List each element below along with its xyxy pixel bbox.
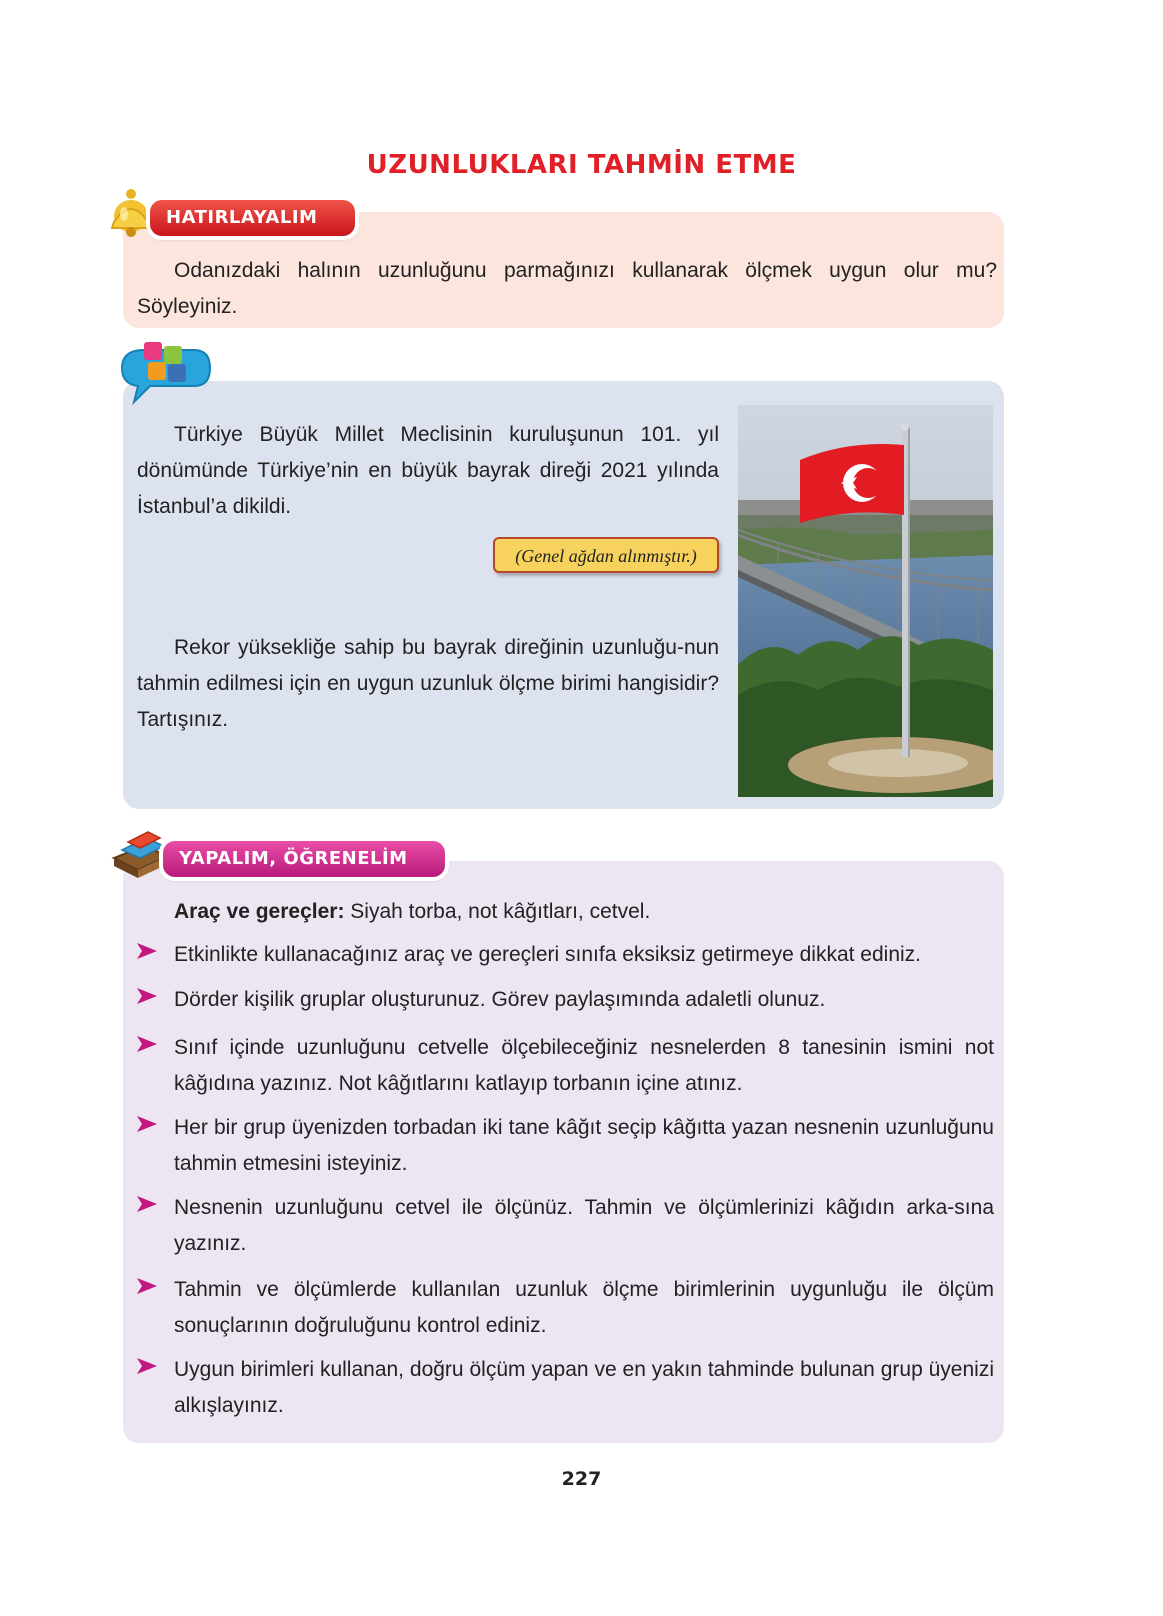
page-number: 227 xyxy=(561,1468,602,1490)
tools-text: Siyah torba, not kâğıtları, cetvel. xyxy=(344,900,651,923)
bullet-arrow-icon xyxy=(136,985,158,1007)
bullet-arrow-icon xyxy=(136,1033,158,1055)
info-paragraph-1: Türkiye Büyük Millet Meclisinin kuruluşunun 101. yıl dönümünde Türkiye’nin en büyük bayrak direği 2021 yılında İstanbul’a dikildi. xyxy=(137,423,719,518)
list-item-text: Her bir grup üyenizden torbadan iki tane kâğıt seçip kâğıtta yazan nesnenin uzunluğunu tahmin etmesini isteyiniz. xyxy=(174,1116,994,1175)
list-item-text: Sınıf içinde uzunluğunu cetvelle ölçebileceğiniz nesnelerden 8 tanesinin ismini not kâğıdına yazınız. Not kâğıtlarını katlayıp torbanın içine atınız. xyxy=(174,1036,994,1095)
flag-pole-photo xyxy=(738,405,993,797)
puzzle-speech-bubble-icon xyxy=(114,338,214,406)
bullet-arrow-icon xyxy=(136,1355,158,1377)
tools-line xyxy=(174,894,650,930)
list-item-text: Nesnenin uzunluğunu cetvel ile ölçünüz. Tahmin ve ölçümlerinizi kâğıdın arka-sına yazınız. xyxy=(174,1196,994,1255)
bell-icon xyxy=(106,186,156,238)
hatirlayalim-text: Odanızdaki halının uzunluğunu parmağınızı kullanarak ölçmek uygun olur mu? Söyleyiniz. xyxy=(137,259,997,318)
bullet-arrow-icon xyxy=(136,1275,158,1297)
list-item-text: Uygun birimleri kullanan, doğru ölçüm yapan ve en yakın tahminde bulunan grup üyenizi alkışlayınız. xyxy=(174,1358,994,1417)
page-title: UZUNLUKLARI TAHMİN ETME xyxy=(366,150,797,180)
hatirlayalim-label: HATIRLAYALIM xyxy=(150,200,355,236)
bullet-arrow-icon xyxy=(136,940,158,962)
list-item-text: Tahmin ve ölçümlerde kullanılan uzunluk ölçme birimlerinin uygunluğu ile ölçüm sonuçlarının doğruluğunu kontrol ediniz. xyxy=(174,1278,994,1337)
tools-label: Araç ve gereçler: xyxy=(174,900,345,923)
list-item-text: Etkinlikte kullanacağınız araç ve gereçleri sınıfa eksiksiz getirmeye dikkat ediniz. xyxy=(174,943,921,966)
bullet-arrow-icon xyxy=(136,1113,158,1135)
yapalim-label: YAPALIM, ÖĞRENELİM xyxy=(163,841,445,877)
list-item-text: Dörder kişilik gruplar oluşturunuz. Görev paylaşımında adaletli olunuz. xyxy=(174,988,826,1011)
bullet-arrow-icon xyxy=(136,1193,158,1215)
source-note: (Genel ağdan alınmıştır.) xyxy=(493,537,719,573)
info-paragraph-2: Rekor yüksekliğe sahip bu bayrak direğinin uzunluğu-nun tahmin edilmesi için en uygun uzunluk ölçme birimi hangisidir? Tartışınız. xyxy=(137,636,719,731)
